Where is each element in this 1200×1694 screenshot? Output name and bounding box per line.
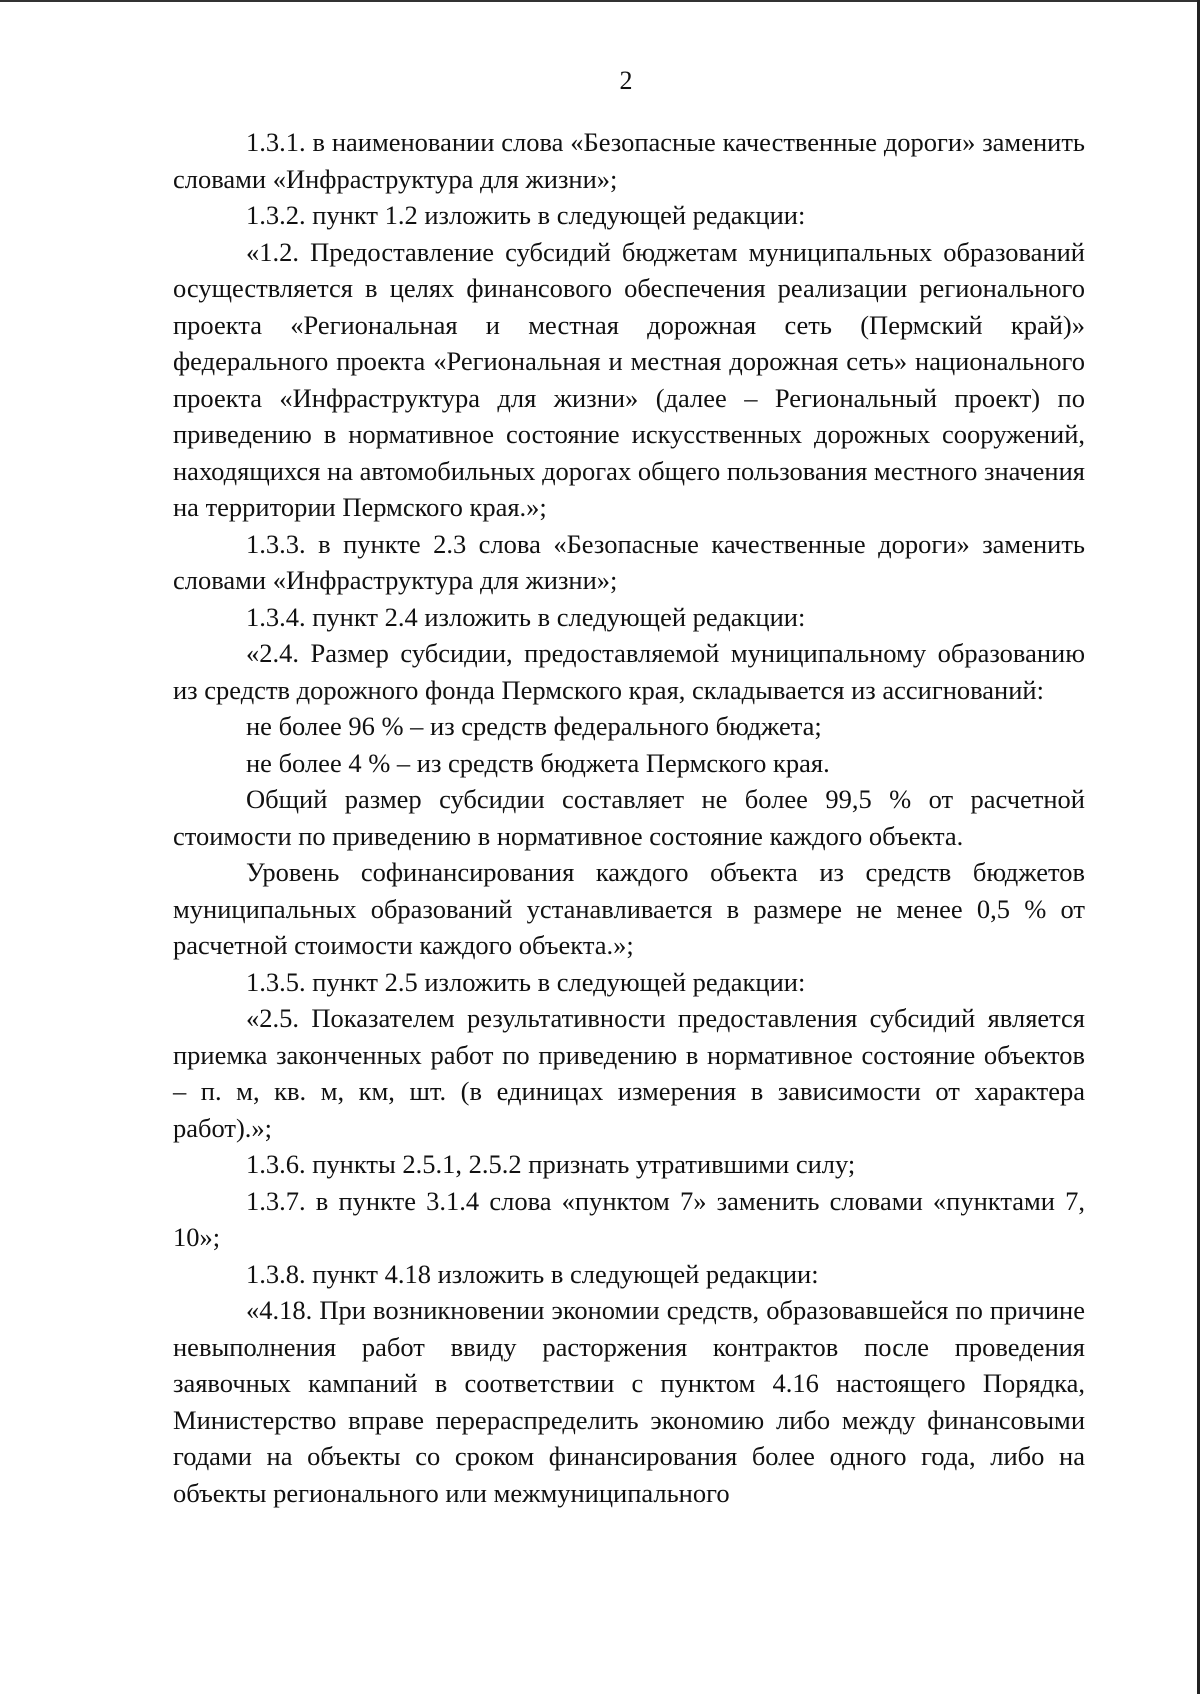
quoted-paragraph-2-5: «2.5. Показателем результативности предоставления субсидий является приемка законченных работ по приведению в нормативное состояние объектов – п. м, кв. м, км, шт. (в единицах измерения в зависимости от характера работ).»; (173, 1003, 1085, 1143)
regional-budget-share: не более 4 % – из средств бюджета Пермского края. (246, 747, 830, 778)
document-body (173, 124, 1085, 1511)
total-subsidy-size: Общий размер субсидии составляет не более 99,5 % от расчетной стоимости по приведению в нормативное состояние каждого объекта. (173, 784, 1085, 851)
paragraph-1-3-7: 1.3.7. в пункте 3.1.4 слова «пунктом 7» заменить словами «пунктами 7, 10»; (173, 1185, 1085, 1252)
paragraph-1-3-4: 1.3.4. пункт 2.4 изложить в следующей редакции: (246, 601, 806, 632)
scan-edge-top (0, 0, 1200, 2)
paragraph-1-3-2: 1.3.2. пункт 1.2 изложить в следующей редакции: (246, 200, 806, 230)
paragraph-1-3-8: 1.3.8. пункт 4.18 изложить в следующей редакции: (246, 1258, 819, 1289)
cofinancing-level: Уровень софинансирования каждого объекта из средств бюджетов муниципальных образований устанавливается в размере не менее 0,5 % от расчетной стоимости каждого объекта.»; (173, 857, 1085, 960)
paragraph-1-3-1: 1.3.1. в наименовании слова «Безопасные качественные дороги» заменить словами «Инфраструктура для жизни»; (173, 127, 1085, 194)
paragraph-1-3-5: 1.3.5. пункт 2.5 изложить в следующей редакции: (246, 966, 806, 997)
federal-budget-share: не более 96 % – из средств федерального бюджета; (246, 711, 822, 741)
quoted-paragraph-1-2: «1.2. Предоставление субсидий бюджетам муниципальных образований осуществляется в целях финансового обеспечения реализации регионального проекта «Региональная и местная дорожная сеть (Пермский край)» федерального проекта «Региональная и местная дорожная сеть» национального проекта «Инфраструктура для жизни» (далее – Региональный проект) по приведению в нормативное состояние искусственных дорожных сооружений, находящихся на автомобильных дорогах общего пользования местного значения на территории Пермского края.»; (173, 236, 1085, 522)
paragraph-1-3-3: 1.3.3. в пункте 2.3 слова «Безопасные качественные дороги» заменить словами «Инфраструктура для жизни»; (173, 528, 1085, 595)
quoted-paragraph-2-4: «2.4. Размер субсидии, предоставляемой муниципальному образованию из средств дорожного фонда Пермского края, складывается из ассигнований: (173, 638, 1085, 705)
page-number: 2 (619, 66, 633, 95)
paragraph-1-3-6: 1.3.6. пункты 2.5.1, 2.5.2 признать утратившими силу; (246, 1149, 856, 1179)
quoted-paragraph-4-18: «4.18. При возникновении экономии средств, образовавшейся по причине невыполнения работ ввиду расторжения контрактов после проведения заявочных кампаний в соответствии с пунктом 4.16 настоящего Порядка, Министерство вправе перераспределить экономию либо между финансовыми годами на объекты со сроком финансирования более одного года, либо на объекты регионального или межмуниципального (173, 1295, 1085, 1508)
